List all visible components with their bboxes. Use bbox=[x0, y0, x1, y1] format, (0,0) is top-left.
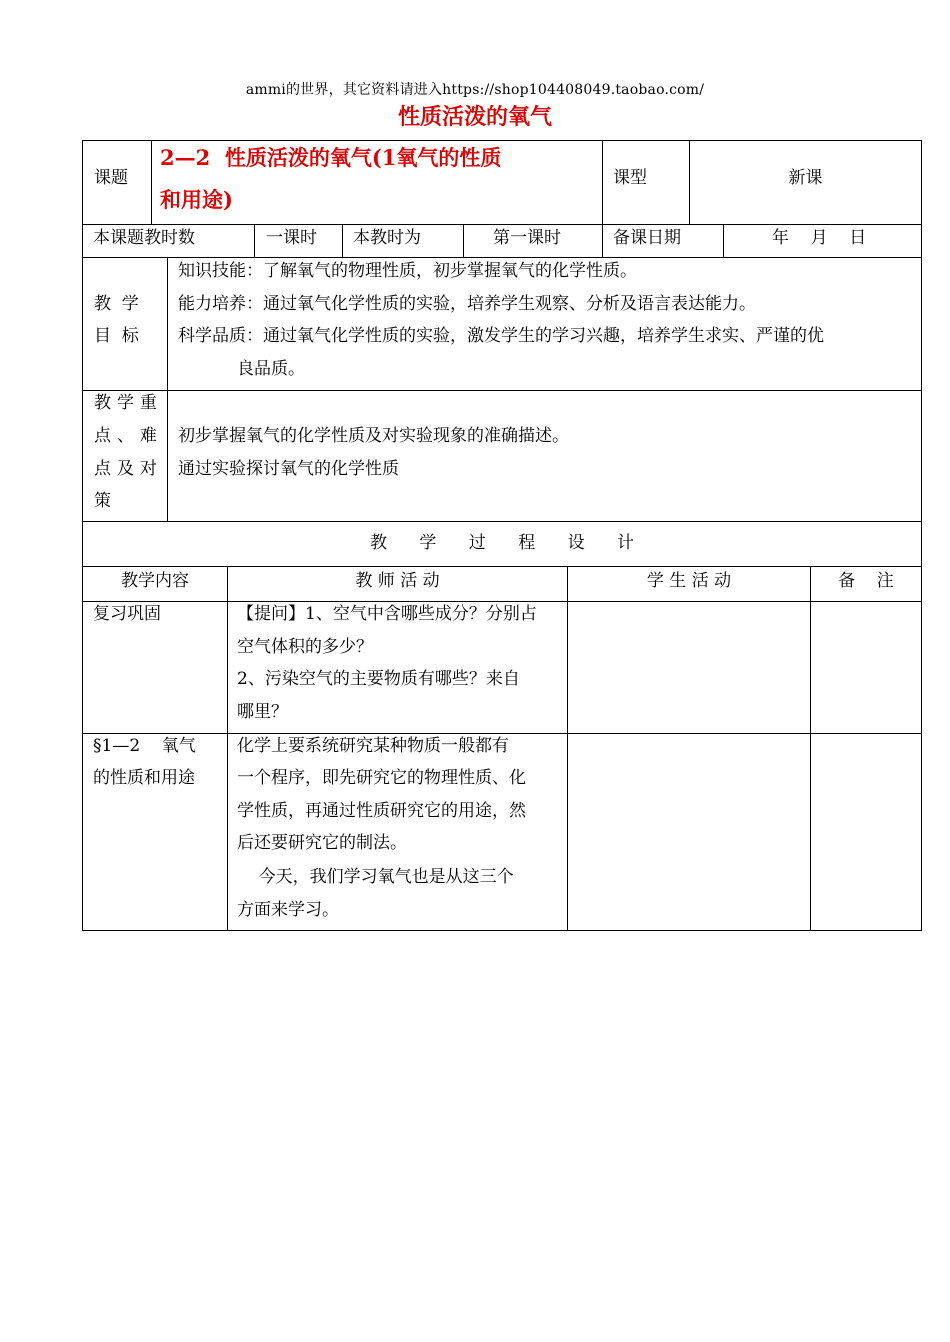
table-rule bbox=[82, 521, 922, 522]
table-rule bbox=[82, 390, 922, 391]
table-border-bottom bbox=[82, 930, 922, 931]
col-header-content: 教学内容 bbox=[121, 571, 189, 591]
table-rule bbox=[810, 566, 811, 930]
row1-teacher-line: 2、污染空气的主要物质有哪些？来自 bbox=[237, 669, 520, 689]
label-key-points-line1: 教学重 bbox=[94, 393, 163, 413]
label-key-points-line3: 点及对 bbox=[94, 459, 163, 479]
row2-teacher-line: 后还要研究它的制法。 bbox=[237, 833, 407, 853]
row2-teacher-line: 一个程序，即先研究它的物理性质、化 bbox=[237, 768, 526, 788]
goal-knowledge: 知识技能：了解氧气的物理性质，初步掌握氧气的化学性质。 bbox=[178, 261, 637, 281]
table-rule bbox=[227, 566, 228, 930]
document-header-line: ammi的世界，其它资料请进入https://shop104408049.taobao.com/ bbox=[245, 82, 705, 98]
table-rule bbox=[602, 140, 603, 224]
table-rule bbox=[254, 224, 255, 257]
col-header-notes: 备 注 bbox=[838, 571, 894, 591]
label-this-session: 本教时为 bbox=[353, 228, 421, 248]
goal-quality-line2: 良品质。 bbox=[237, 359, 305, 379]
table-rule bbox=[342, 224, 343, 257]
key-point-line1: 初步掌握氧气的化学性质及对实验现象的准确描述。 bbox=[178, 426, 569, 446]
label-goals-line1: 教 学 bbox=[94, 294, 139, 314]
label-key-points-line2: 点、难 bbox=[94, 426, 163, 446]
table-rule bbox=[567, 566, 568, 930]
col-header-teacher: 教 师 活 动 bbox=[355, 571, 440, 591]
label-total-hours: 本课题教时数 bbox=[93, 228, 195, 248]
row1-teacher-line: 【提问】1、空气中含哪些成分？分别占 bbox=[237, 604, 537, 624]
label-lesson-type: 课型 bbox=[613, 168, 647, 188]
row1-content: 复习巩固 bbox=[93, 604, 161, 624]
row2-teacher-line: 化学上要系统研究某种物质一般都有 bbox=[237, 736, 509, 756]
table-rule bbox=[463, 224, 464, 257]
label-key-points-line4: 策 bbox=[94, 491, 111, 511]
row2-teacher-line: 今天，我们学习氧气也是从这三个 bbox=[237, 867, 514, 887]
process-design-title: 教 学 过 程 设 计 bbox=[369, 533, 635, 553]
key-point-line2: 通过实验探讨氧气的化学性质 bbox=[178, 459, 399, 479]
row2-content-line1: §1—2 氧气 bbox=[93, 736, 196, 756]
goal-quality-line1: 科学品质：通过氧气化学性质的实验，激发学生的学习兴趣，培养学生求实、严谨的优 bbox=[178, 326, 824, 346]
row2-teacher-line: 方面来学习。 bbox=[237, 900, 339, 920]
table-rule bbox=[167, 257, 168, 521]
table-rule bbox=[602, 224, 603, 257]
label-goals-line2: 目 标 bbox=[94, 326, 139, 346]
goal-ability: 能力培养：通过氧气化学性质的实验，培养学生观察、分析及语言表达能力。 bbox=[178, 294, 756, 314]
label-prep-date: 备课日期 bbox=[613, 228, 681, 248]
this-session-value: 第一课时 bbox=[493, 228, 561, 248]
row2-content-line2: 的性质和用途 bbox=[93, 768, 195, 788]
label-subject: 课题 bbox=[94, 168, 128, 188]
table-rule bbox=[723, 224, 724, 257]
row1-teacher-line: 哪里？ bbox=[237, 702, 288, 722]
col-header-student: 学 生 活 动 bbox=[646, 571, 732, 591]
subject-title-line2: 和用途) bbox=[160, 187, 233, 212]
document-title: 性质活泼的氧气 bbox=[397, 104, 552, 130]
table-rule bbox=[151, 140, 152, 224]
lesson-type-value: 新课 bbox=[788, 168, 823, 188]
prep-date-value: 年 月 日 bbox=[772, 228, 867, 248]
total-hours-value: 一课时 bbox=[266, 228, 317, 248]
subject-title-line1: 2—2 性质活泼的氧气(1氧气的性质 bbox=[160, 145, 502, 170]
row1-teacher-line: 空气体积的多少？ bbox=[237, 637, 373, 657]
row2-teacher-line: 学性质，再通过性质研究它的用途，然 bbox=[237, 801, 526, 821]
